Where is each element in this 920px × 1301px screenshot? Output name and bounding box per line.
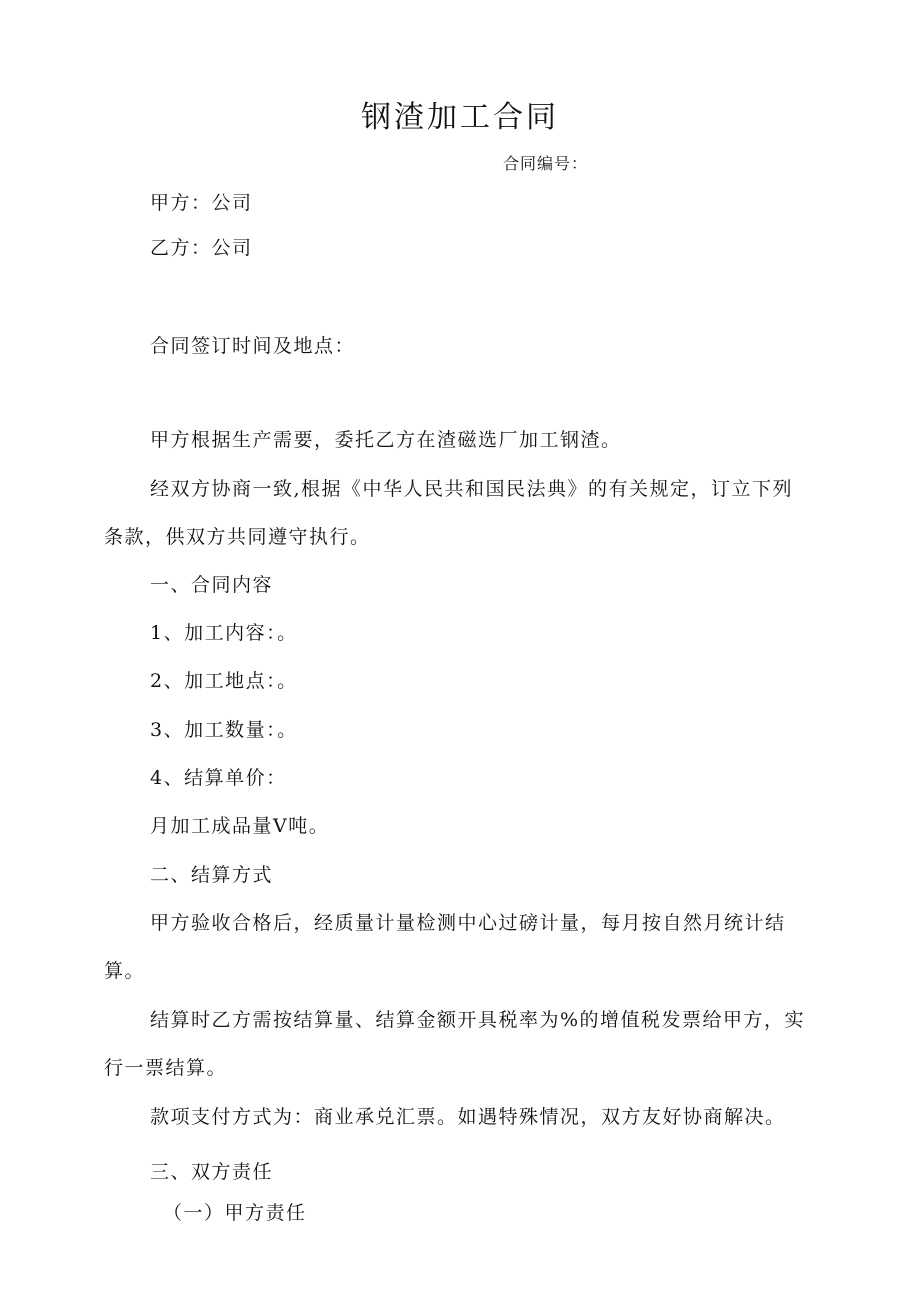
- section-1-title: 一、合同内容: [150, 574, 274, 596]
- settlement-paragraph-1-line-2: 算。: [104, 960, 146, 982]
- document-title: 钢渣加工合同: [361, 100, 559, 135]
- settlement-paragraph-1-line-1: 甲方验收合格后，经质量计量检测中心过磅计量，每月按自然月统计结: [150, 912, 786, 934]
- item-4: 4、结算单价：: [150, 767, 287, 789]
- intro-paragraph-1: 甲方根据生产需要，委托乙方在渣磁选厂加工钢渣。: [150, 429, 622, 451]
- intro-paragraph-2-line-1: 经双方协商一致,根据《中华人民共和国民法典》的有关规定，订立下列: [150, 478, 794, 500]
- item-3: 3、加工数量：。: [150, 719, 298, 741]
- item-1: 1、加工内容：。: [150, 622, 298, 644]
- item-2: 2、加工地点：。: [150, 670, 298, 692]
- party-a: 甲方：公司: [150, 192, 253, 214]
- party-b: 乙方：公司: [150, 237, 253, 259]
- settlement-paragraph-2-line-2: 行一票结算。: [104, 1057, 228, 1079]
- signing-info: 合同签订时间及地点：: [150, 335, 356, 357]
- section-2-title: 二、结算方式: [150, 864, 274, 886]
- settlement-paragraph-2-line-1: 结算时乙方需按结算量、结算金额开具税率为%的增值税发票给甲方，实: [150, 1009, 806, 1031]
- intro-paragraph-2-line-2: 条款，供双方共同遵守执行。: [104, 526, 371, 548]
- section-3-title: 三、双方责任: [150, 1161, 274, 1183]
- payment-method: 款项支付方式为：商业承兑汇票。如遇特殊情况，双方友好协商解决。: [150, 1106, 786, 1128]
- subsection-1-title: （一）甲方责任: [163, 1202, 307, 1224]
- contract-number-label: 合同编号：: [503, 154, 589, 173]
- monthly-output: 月加工成品量V吨。: [150, 815, 330, 837]
